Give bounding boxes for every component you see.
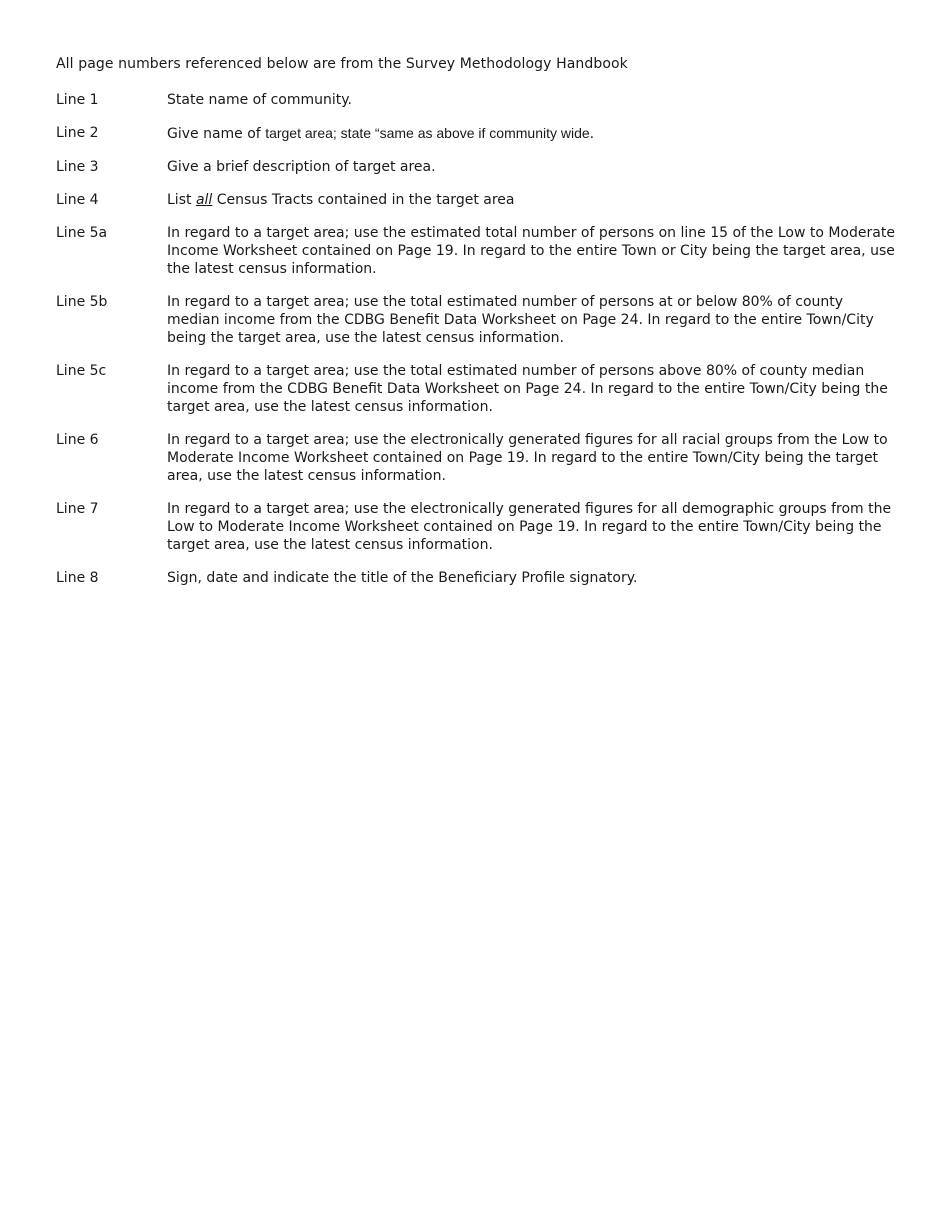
instruction-row	[56, 191, 896, 209]
instruction-row	[56, 158, 896, 176]
line-description: In regard to a target area; use the total estimated number of persons at or below 80% of county median income from the CDBG Benefit Data Worksheet on Page 24. In regard to the entire Town/City being the target area, use the latest census information.	[167, 294, 874, 346]
line-description	[167, 191, 896, 209]
line-description: In regard to a target area; use the estimated total number of persons on line 15 of the Low to Moderate Income Worksheet contained on Page 19. In regard to the entire Town or City being the target area, use the latest census information.	[167, 225, 895, 277]
emphasized-word: all	[195, 192, 213, 208]
line-description: Give a brief description of target area.	[167, 159, 436, 175]
instructions-page	[56, 54, 896, 602]
line-label: Line 2	[56, 125, 99, 141]
line-description: State name of community.	[167, 92, 353, 108]
line-label: Line 5a	[56, 225, 108, 241]
line-description	[167, 124, 896, 143]
instruction-row	[56, 569, 896, 587]
line-description: In regard to a target area; use the electronically generated figures for all demographic groups from the Low to Moderate Income Worksheet contained on Page 19. In regard to the entire Town/City being the target area, use the latest census information.	[167, 501, 892, 553]
line-label: Line 1	[56, 92, 99, 108]
line-text-part: Census Tracts contained in the target area	[212, 192, 515, 208]
line-text-part: Give name of	[167, 126, 266, 142]
line-label: Line 8	[56, 570, 99, 586]
line-label: Line 3	[56, 159, 99, 175]
line-label: Line 5c	[56, 363, 107, 379]
instruction-row	[56, 124, 896, 143]
line-label: Line 5b	[56, 294, 108, 310]
instruction-row	[56, 293, 896, 347]
intro-text: All page numbers referenced below are from the Survey Methodology Handbook	[56, 56, 628, 72]
line-label: Line 4	[56, 192, 99, 208]
instruction-row	[56, 431, 896, 485]
instruction-row	[56, 224, 896, 278]
line-text-part: List	[167, 192, 196, 208]
line-description: In regard to a target area; use the total estimated number of persons above 80% of county median income from the CDBG Benefit Data Worksheet on Page 24. In regard to the entire Town/City being the target area, use the latest census information.	[167, 363, 888, 415]
line-text-part: target area; state “same as above if community wide	[265, 125, 590, 141]
instruction-row	[56, 362, 896, 416]
line-label: Line 6	[56, 432, 99, 448]
line-label: Line 7	[56, 501, 99, 517]
line-description: In regard to a target area; use the electronically generated figures for all racial groups from the Low to Moderate Income Worksheet contained on Page 19. In regard to the entire Town/City being the target area, use the latest census information.	[167, 432, 888, 484]
instruction-row	[56, 91, 896, 109]
line-text-part: .	[589, 126, 595, 142]
instruction-row	[56, 500, 896, 554]
line-description: Sign, date and indicate the title of the Beneficiary Profile signatory.	[167, 570, 638, 586]
